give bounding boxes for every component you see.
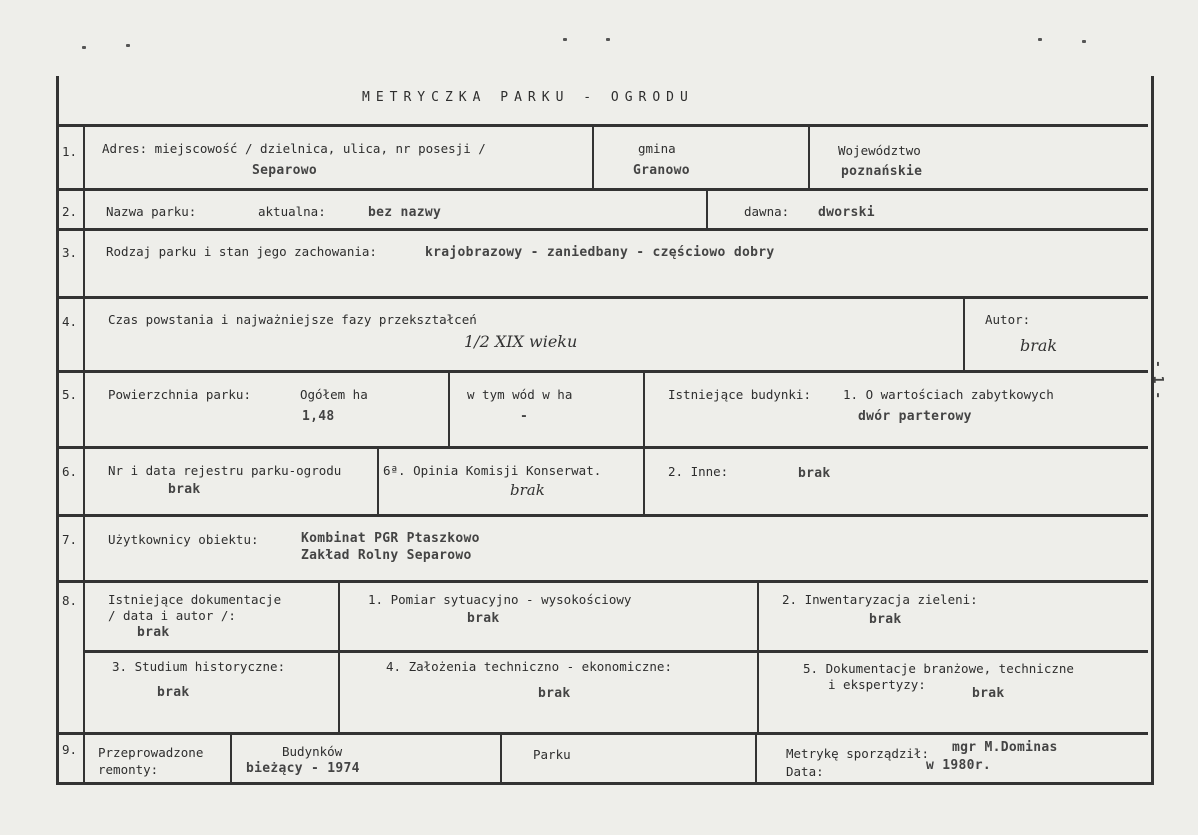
rule	[56, 514, 1148, 517]
cell-divider	[755, 732, 757, 782]
repairs-park-label: Parku	[533, 747, 571, 762]
branch-docs-label-2: i ekspertyzy:	[828, 677, 926, 692]
punch-mark	[1082, 40, 1086, 43]
origin-value: 1/2 XIX wieku	[464, 332, 578, 351]
survey-label: 1. Pomiar sytuacyjno - wysokościowy	[368, 592, 632, 607]
water-area-label: w tym wód w ha	[467, 387, 573, 402]
row-number: 3.	[62, 245, 78, 260]
total-area-label: Ogółem ha	[300, 387, 368, 402]
gmina-label: gmina	[638, 141, 676, 156]
park-type-label: Rodzaj parku i stan jego zachowania:	[106, 244, 377, 259]
punch-mark	[563, 38, 567, 41]
current-name-label: aktualna:	[258, 204, 326, 219]
cell-divider	[448, 370, 450, 446]
address-label: Adres: miejscowość / dzielnica, ulica, nr posesji /	[102, 141, 486, 156]
author-label: Autor:	[985, 312, 1031, 327]
history-study-label: 3. Studium historyczne:	[112, 659, 286, 674]
cell-divider	[808, 124, 810, 188]
punch-mark	[1038, 38, 1042, 41]
prepared-by-label: Metrykę sporządził:	[786, 746, 929, 761]
cell-divider	[757, 580, 759, 732]
cell-divider	[963, 296, 965, 370]
historic-buildings-label: 1. O wartościach zabytkowych	[843, 387, 1054, 402]
buildings-label: Istniejące budynki:	[668, 387, 811, 402]
rule	[56, 228, 1148, 231]
register-label: Nr i data rejestru parku-ogrodu	[108, 463, 342, 478]
cell-divider	[230, 732, 232, 782]
repairs-buildings-label: Budynków	[282, 744, 343, 759]
row-number: 7.	[62, 532, 78, 547]
users-value-1: Kombinat PGR Ptaszkowo	[301, 531, 480, 546]
total-area-value: 1,48	[302, 409, 335, 424]
other-buildings-label: 2. Inne:	[668, 464, 729, 479]
tech-econ-label: 4. Założenia techniczno - ekonomiczne:	[386, 659, 672, 674]
conservator-opinion-label: 6ª. Opinia Komisji Konserwat.	[383, 463, 602, 478]
history-study-value: brak	[157, 685, 190, 700]
prepared-by-value: mgr M.Dominas	[952, 740, 1058, 755]
current-name-value: bez nazwy	[368, 205, 442, 220]
repairs-label-1: Przeprowadzone	[98, 745, 204, 760]
former-name-value: dworski	[818, 205, 875, 220]
other-buildings-value: brak	[798, 466, 831, 481]
historic-buildings-value: dwór parterowy	[858, 409, 972, 424]
repairs-buildings-value: bieżący - 1974	[246, 761, 360, 776]
tech-econ-value: brak	[538, 686, 571, 701]
rule	[84, 650, 1148, 653]
rule	[56, 732, 1148, 735]
punch-mark	[126, 44, 130, 47]
row-number: 5.	[62, 387, 78, 402]
rule	[56, 370, 1148, 373]
date-label: Data:	[786, 764, 824, 779]
number-column-divider	[83, 124, 85, 782]
docs-label-1: Istniejące dokumentacje	[108, 592, 282, 607]
row-number: 8.	[62, 593, 78, 608]
row-number: 2.	[62, 204, 78, 219]
users-label: Użytkownicy obiektu:	[108, 532, 259, 547]
cell-divider	[643, 370, 645, 514]
docs-label-2: / data i autor /:	[108, 608, 236, 623]
address-value: Separowo	[252, 163, 318, 178]
cell-divider	[706, 188, 708, 228]
repairs-label-2: remonty:	[98, 762, 159, 777]
origin-label: Czas powstania i najważniejsze fazy przekształceń	[108, 312, 477, 327]
water-area-value: -	[520, 409, 529, 424]
punch-mark	[606, 38, 610, 41]
survey-value: brak	[467, 611, 500, 626]
greenery-inventory-label: 2. Inwentaryzacja zieleni:	[782, 592, 978, 607]
author-value: brak	[1020, 336, 1058, 355]
page-number: - 1 -	[1150, 360, 1165, 400]
gmina-value: Granowo	[633, 163, 690, 178]
cell-divider	[592, 124, 594, 188]
former-name-label: dawna:	[744, 204, 790, 219]
branch-docs-label-1: 5. Dokumentacje branżowe, techniczne	[803, 661, 1074, 676]
cell-divider	[500, 732, 502, 782]
area-label: Powierzchnia parku:	[108, 387, 251, 402]
rule	[56, 188, 1148, 191]
form-frame	[56, 76, 1154, 785]
park-type-value: krajobrazowy - zaniedbany - częściowo dobry	[425, 245, 775, 260]
conservator-opinion-value: brak	[510, 481, 545, 499]
row-number: 4.	[62, 314, 78, 329]
users-value-2: Zakład Rolny Separowo	[301, 548, 472, 563]
register-value: brak	[168, 482, 201, 497]
row-number: 6.	[62, 464, 78, 479]
voivodeship-label: Województwo	[838, 143, 921, 158]
branch-docs-value: brak	[972, 686, 1005, 701]
docs-value: brak	[137, 625, 170, 640]
cell-divider	[377, 446, 379, 514]
row-number: 1.	[62, 144, 78, 159]
rule	[56, 296, 1148, 299]
greenery-inventory-value: brak	[869, 612, 902, 627]
row-number: 9.	[62, 742, 78, 757]
date-value: w 1980r.	[926, 758, 992, 773]
rule	[56, 124, 1148, 127]
rule	[56, 446, 1148, 449]
rule	[56, 580, 1148, 583]
punch-mark	[82, 46, 86, 49]
cell-divider	[338, 580, 340, 732]
voivodeship-value: poznańskie	[841, 164, 923, 179]
park-name-label: Nazwa parku:	[106, 204, 197, 219]
form-title: METRYCZKA PARKU - OGRODU	[362, 90, 694, 105]
